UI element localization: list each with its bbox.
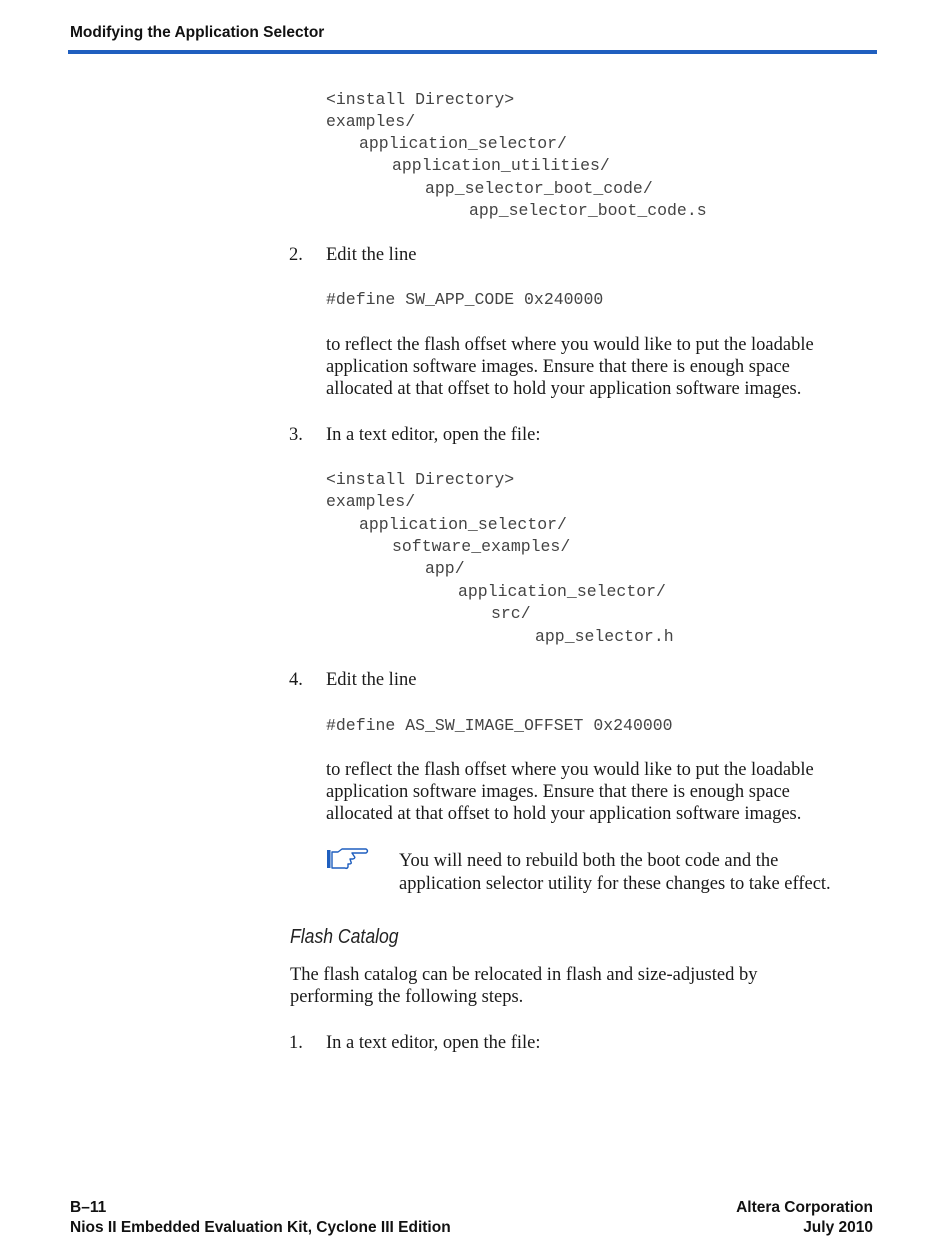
path-line: examples/ bbox=[326, 112, 416, 131]
intro-line: The flash catalog can be relocated in flash and size-adjusted by bbox=[290, 965, 758, 985]
path-line: app_selector_boot_code/ bbox=[425, 179, 653, 198]
path-line: application_utilities/ bbox=[392, 156, 610, 175]
path-line: src/ bbox=[491, 604, 531, 623]
path-line: application_selector/ bbox=[359, 134, 567, 153]
step-label: In a text editor, open the file: bbox=[326, 1033, 541, 1053]
step-label: Edit the line bbox=[326, 670, 417, 690]
step-label: Edit the line bbox=[326, 245, 417, 265]
body-line: allocated at that offset to hold your application software images. bbox=[326, 804, 802, 824]
pointing-hand-icon bbox=[326, 847, 370, 871]
footer-company: Altera Corporation bbox=[736, 1199, 873, 1216]
path-line: app_selector_boot_code.s bbox=[469, 201, 707, 220]
code-line: #define AS_SW_IMAGE_OFFSET 0x240000 bbox=[326, 716, 673, 735]
path-line: application_selector/ bbox=[458, 582, 666, 601]
path-line: examples/ bbox=[326, 492, 416, 511]
footer-page-number: B–11 bbox=[70, 1199, 107, 1216]
footer-date: July 2010 bbox=[803, 1219, 873, 1236]
body-line: to reflect the flash offset where you would like to put the loadable bbox=[326, 335, 814, 355]
step-number: 3. bbox=[289, 425, 303, 445]
step-number: 1. bbox=[289, 1033, 303, 1053]
intro-line: performing the following steps. bbox=[290, 987, 524, 1007]
code-line: #define SW_APP_CODE 0x240000 bbox=[326, 290, 604, 309]
page-header-title: Modifying the Application Selector bbox=[70, 24, 325, 41]
step-number: 2. bbox=[289, 245, 303, 265]
header-rule bbox=[68, 50, 877, 54]
note-line: application selector utility for these changes to take effect. bbox=[399, 874, 831, 894]
path-line: software_examples/ bbox=[392, 537, 571, 556]
path-line: app_selector.h bbox=[535, 627, 674, 646]
path-line: app/ bbox=[425, 559, 465, 578]
step-label: In a text editor, open the file: bbox=[326, 425, 541, 445]
step-number: 4. bbox=[289, 670, 303, 690]
section-heading: Flash Catalog bbox=[290, 926, 399, 948]
path-line: <install Directory> bbox=[326, 470, 515, 489]
body-line: application software images. Ensure that there is enough space bbox=[326, 357, 790, 377]
footer-book-title: Nios II Embedded Evaluation Kit, Cyclone III Edition bbox=[70, 1219, 451, 1236]
path-line: application_selector/ bbox=[359, 515, 567, 534]
body-line: to reflect the flash offset where you would like to put the loadable bbox=[326, 760, 814, 780]
body-line: allocated at that offset to hold your application software images. bbox=[326, 379, 802, 399]
body-line: application software images. Ensure that there is enough space bbox=[326, 782, 790, 802]
path-line: <install Directory> bbox=[326, 90, 515, 109]
note-line: You will need to rebuild both the boot code and the bbox=[399, 851, 779, 871]
